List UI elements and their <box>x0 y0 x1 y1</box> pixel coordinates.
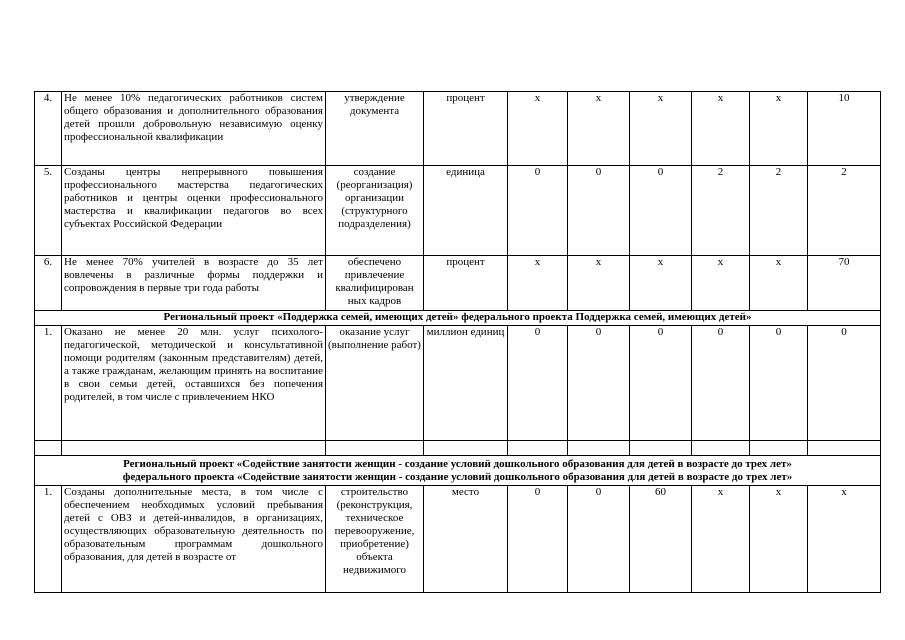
value-cell: 0 <box>508 486 568 593</box>
row-number: 6. <box>35 256 62 311</box>
value-cell: 70 <box>808 256 881 311</box>
value-cell: 0 <box>568 166 630 256</box>
section-title <box>35 456 881 486</box>
value-cell: 0 <box>630 166 692 256</box>
unit-of-measure: процент <box>424 256 508 311</box>
result-description: Не менее 10% педагогических работников систем общего образования и дополнительного образования детей прошли добровольную независимую оценку профессиональной квалификации <box>62 92 326 166</box>
result-description: Не менее 70% учителей в возрасте до 35 лет вовлечены в различные формы поддержки и сопровождения в первые три года работы <box>62 256 326 311</box>
value-cell: 2 <box>808 166 881 256</box>
value-cell: 0 <box>750 326 808 441</box>
empty-cell <box>692 441 750 456</box>
empty-cell <box>326 441 424 456</box>
action-type: обеспечено привлечение квалифицирован ных кадров <box>326 256 424 311</box>
value-cell: х <box>692 92 750 166</box>
value-cell: 0 <box>568 326 630 441</box>
value-cell: х <box>508 92 568 166</box>
value-cell: х <box>750 92 808 166</box>
value-cell: х <box>692 486 750 593</box>
unit-of-measure: единица <box>424 166 508 256</box>
row-number: 4. <box>35 92 62 166</box>
empty-cell <box>424 441 508 456</box>
value-cell: х <box>750 256 808 311</box>
value-cell: х <box>508 256 568 311</box>
value-cell: 2 <box>692 166 750 256</box>
value-cell: 0 <box>808 326 881 441</box>
empty-cell <box>568 441 630 456</box>
row-number: 1. <box>35 486 62 593</box>
action-type: утверждение документа <box>326 92 424 166</box>
value-cell: х <box>568 256 630 311</box>
empty-row <box>35 441 881 456</box>
section-title-line: Региональный проект «Содействие занятости женщин - создание условий дошкольного образования для детей в возрасте до трех лет» <box>123 458 792 470</box>
value-cell: 0 <box>630 326 692 441</box>
unit-of-measure: место <box>424 486 508 593</box>
empty-cell <box>630 441 692 456</box>
empty-cell <box>62 441 326 456</box>
value-cell: х <box>630 92 692 166</box>
value-cell: 0 <box>568 486 630 593</box>
value-cell: х <box>808 486 881 593</box>
table-row <box>35 486 881 593</box>
empty-cell <box>808 441 881 456</box>
value-cell: 0 <box>508 326 568 441</box>
value-cell: х <box>568 92 630 166</box>
result-description: Созданы центры непрерывного повышения профессионального мастерства педагогических работников и центры оценки профессионального мастерства и квалификации педагогов во всех субъектах Российской Федерации <box>62 166 326 256</box>
section-title-line: федерального проекта «Содействие занятости женщин - создание условий дошкольного образования для детей в возрасте до трех лет» <box>122 471 793 483</box>
table-row <box>35 166 881 256</box>
section-header-row <box>35 456 881 486</box>
unit-of-measure: миллион единиц <box>424 326 508 441</box>
value-cell: 10 <box>808 92 881 166</box>
table-row <box>35 326 881 441</box>
action-type: строительство (реконструкция, техническое перевооружение, приобретение) объекта недвижимого <box>326 486 424 593</box>
action-type: создание (реорганизация) организации (структурного подразделения) <box>326 166 424 256</box>
section-title: Региональный проект «Поддержка семей, имеющих детей» федерального проекта Поддержка семей, имеющих детей» <box>35 311 881 326</box>
value-cell: х <box>692 256 750 311</box>
value-cell: 0 <box>692 326 750 441</box>
empty-cell <box>750 441 808 456</box>
value-cell: х <box>750 486 808 593</box>
table-row <box>35 92 881 166</box>
row-number: 1. <box>35 326 62 441</box>
table-row <box>35 256 881 311</box>
action-type: оказание услуг (выполнение работ) <box>326 326 424 441</box>
indicators-table <box>34 91 881 593</box>
value-cell: 60 <box>630 486 692 593</box>
empty-cell <box>35 441 62 456</box>
unit-of-measure: процент <box>424 92 508 166</box>
empty-cell <box>508 441 568 456</box>
result-description: Оказано не менее 20 млн. услуг психолого-педагогической, методической и консультативной помощи родителям (законным представителям) детей, а также гражданам, желающим принять на воспитание в свои семьи детей, оставшихся без попечения родителей, в том числе с привлечением НКО <box>62 326 326 441</box>
value-cell: 0 <box>508 166 568 256</box>
row-number: 5. <box>35 166 62 256</box>
section-header-row <box>35 311 881 326</box>
result-description: Созданы дополнительные места, в том числе с обеспечением необходимых условий пребывания детей с ОВЗ и детей-инвалидов, в организациях, осуществляющих образовательную деятельность по образовательным программам дошкольного образования, для детей в возрасте от <box>62 486 326 593</box>
value-cell: х <box>630 256 692 311</box>
value-cell: 2 <box>750 166 808 256</box>
